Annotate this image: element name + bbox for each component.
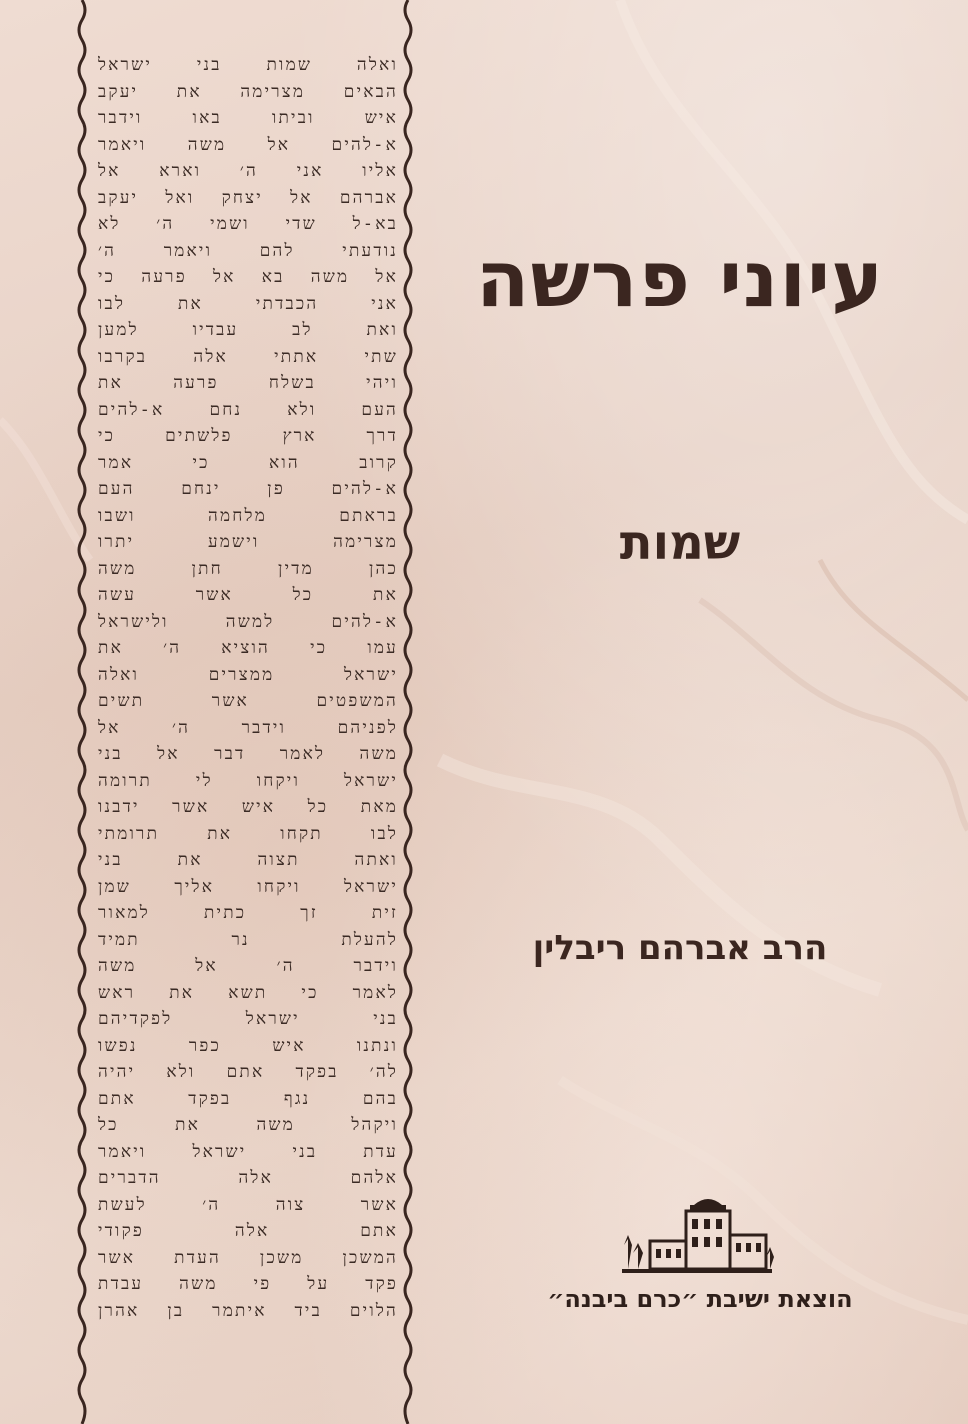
verse-line: אלהם אלה הדברים — [98, 1168, 398, 1188]
verse-line: עמו כי הוציא ה׳ את — [98, 638, 398, 658]
verse-line: ויקהל משה את כל — [98, 1115, 398, 1135]
verse-line: מצרימה וישמע יתרו — [98, 532, 398, 552]
verse-line: ישראל ויקחו לי תרומה — [98, 770, 398, 791]
verse-line: ויהי בשלח פרעה את — [98, 373, 398, 393]
verse-line: א-להים למשה ולישראל — [98, 611, 398, 632]
verse-line: הלוים ביד איתמר בן אהרן — [98, 1300, 398, 1321]
author-name: הרב אברהם ריבלין — [532, 928, 828, 968]
verse-line: ישראל ממצרים ואלה — [98, 664, 398, 685]
verse-line: קרוב הוא כי אמר — [98, 452, 398, 473]
verse-line: בראתם מלחמה ושבו — [98, 505, 398, 526]
verse-line: שתי אתתי אלה בקרבו — [98, 346, 398, 367]
verse-line: את כל אשר עשה — [98, 585, 398, 605]
verse-line: בא-ל שדי ושמי ה׳ לא — [98, 214, 398, 234]
verse-line: וידבר ה׳ אל משה — [98, 956, 398, 976]
verse-line: אל משה בא אל פרעה כי — [98, 267, 398, 287]
verse-line: דרך ארץ פלשתים כי — [98, 426, 398, 446]
verse-line: משה לאמר דבר אל בני — [98, 744, 398, 764]
verse-line: עדת בני ישראל ויאמר — [98, 1141, 398, 1162]
verse-line: זית זך כתית למאור — [98, 903, 398, 923]
verse-line: אברהם אל יצחק ואל יעקב — [98, 187, 398, 208]
verse-line: כהן מדין חתן משה — [98, 558, 398, 579]
book-subtitle: שמות — [619, 515, 741, 571]
verse-line: הבאים מצרימה את יעקב — [98, 81, 398, 102]
verse-line: בני ישראל לפקדיהם — [98, 1009, 398, 1029]
verse-line: אני הכבדתי את לבו — [98, 293, 398, 314]
verse-line: ישראל ויקחו אליך שמן — [98, 876, 398, 897]
verse-line: אשר צוה ה׳ לעשת — [98, 1194, 398, 1215]
verse-line: אליו אני ה׳ וארא אל — [98, 161, 398, 181]
verse-line: להעלת נר תמיד — [98, 929, 398, 950]
publisher-name: הוצאת ישיבת ״כרם ביבנה״ — [547, 1285, 853, 1313]
verse-text-panel — [98, 52, 398, 1392]
verse-line: פקד על פי משה עבדת — [98, 1274, 398, 1294]
verse-line: המשכן משכן העדת אשר — [98, 1247, 398, 1268]
left-wavy-border — [72, 0, 92, 1424]
verse-line: המשפטים אשר תשים — [98, 691, 398, 711]
verse-line: ואת לב עבדיו למען — [98, 320, 398, 340]
verse-line: איש וביתו באו וידבר — [98, 108, 398, 128]
verse-line: נודעתי להם ויאמר ה׳ — [98, 240, 398, 261]
verse-line: ונתנו איש כפר נפשו — [98, 1035, 398, 1056]
verse-line: לבו תקחו את תרומתי — [98, 823, 398, 844]
verse-line: מאת כל איש אשר ידבנו — [98, 797, 398, 817]
verse-line: ואלה שמות בני ישראל — [98, 55, 398, 75]
verse-line: בהם נגף בפקד אתם — [98, 1088, 398, 1109]
right-wavy-border — [398, 0, 418, 1424]
verse-line: העם ולא נחם א-להים — [98, 399, 398, 420]
verse-line: א-להים פן ינחם העם — [98, 479, 398, 499]
verse-line: לה׳ בפקד אתם ולא יהיה — [98, 1062, 398, 1082]
verse-line: לאמר כי תשא את ראש — [98, 982, 398, 1003]
yeshiva-building-logo-icon — [620, 1195, 780, 1280]
verse-line: א-להים אל משה ויאמר — [98, 134, 398, 155]
verse-line: אתם אלה פקודי — [98, 1221, 398, 1241]
verse-line: ואתה תצוה את בני — [98, 850, 398, 870]
book-title: עיוני פרשה — [475, 235, 885, 325]
verse-line: לפניהם וידבר ה׳ אל — [98, 717, 398, 738]
